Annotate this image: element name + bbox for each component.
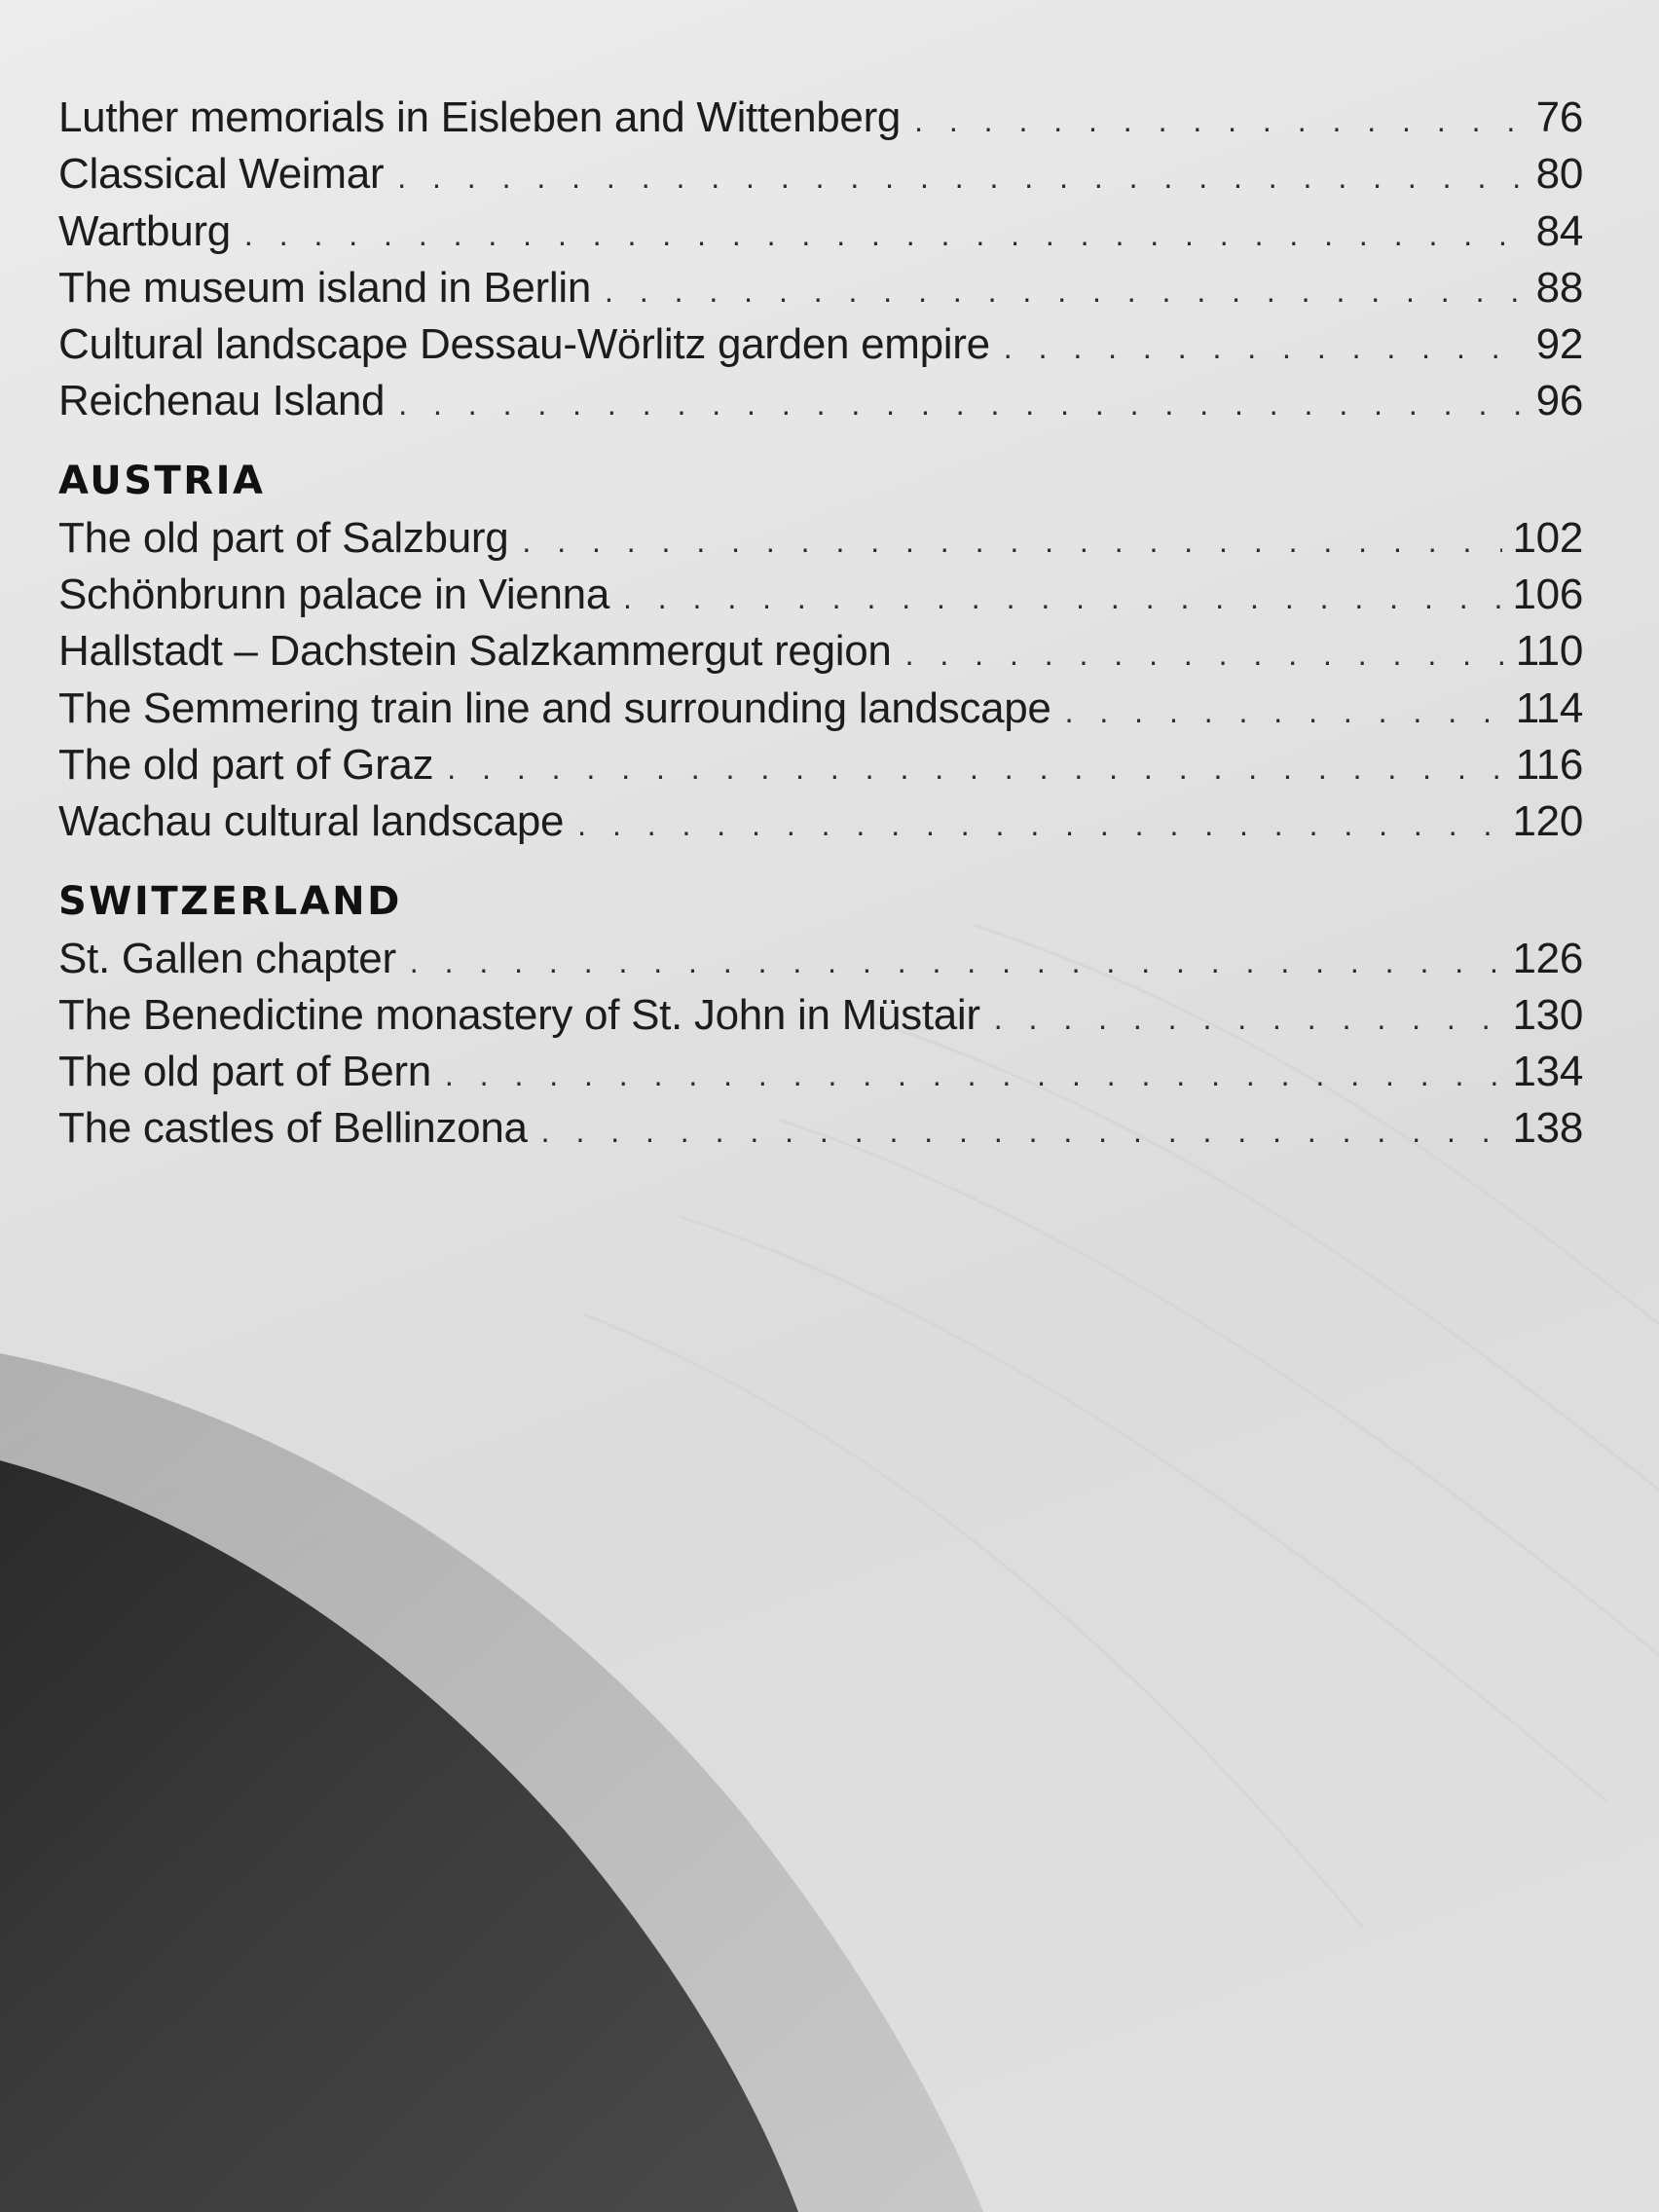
toc-entry-page: 102 <box>1512 513 1583 562</box>
toc-entry-title: The old part of Graz <box>58 740 434 789</box>
table-of-contents <box>58 90 1583 1158</box>
toc-entry[interactable] <box>58 737 1583 793</box>
section-heading: SWITZERLAND <box>58 878 402 924</box>
toc-entry[interactable] <box>58 510 1583 567</box>
toc-entry-title: St. Gallen chapter <box>58 934 396 982</box>
toc-entry-page: 110 <box>1515 627 1583 676</box>
toc-dot-leader <box>623 570 1503 626</box>
toc-entry-page: 120 <box>1512 797 1583 846</box>
toc-dot-leader <box>410 934 1503 990</box>
toc-entry-title: Hallstadt – Dachstein Salzkammergut region <box>58 627 892 676</box>
toc-entry[interactable] <box>58 316 1583 373</box>
toc-entry-page: 130 <box>1512 990 1583 1039</box>
toc-section-austria <box>58 452 1583 851</box>
toc-entry-page: 138 <box>1512 1104 1583 1153</box>
toc-entry-title: The old part of Salzburg <box>58 513 509 562</box>
toc-entry-page: 126 <box>1512 934 1583 982</box>
toc-dot-leader <box>1065 683 1506 740</box>
toc-entry-page: 116 <box>1515 740 1583 789</box>
toc-entry[interactable] <box>58 146 1583 203</box>
toc-entry[interactable] <box>58 1100 1583 1157</box>
toc-entry[interactable] <box>58 931 1583 987</box>
toc-dot-leader <box>1004 319 1527 376</box>
toc-entry-page: 106 <box>1512 571 1583 619</box>
toc-entry-title: Cultural landscape Dessau-Wörlitz garden empire <box>58 320 990 369</box>
toc-entry-title: The old part of Bern <box>58 1048 431 1096</box>
toc-dot-leader <box>445 1047 1503 1103</box>
toc-section-switzerland <box>58 872 1583 1158</box>
toc-entry[interactable] <box>58 1044 1583 1100</box>
toc-entry-title: The museum island in Berlin <box>58 263 592 312</box>
toc-entry-title: Wachau cultural landscape <box>58 797 565 846</box>
toc-section-germany <box>58 90 1583 430</box>
toc-dot-leader <box>914 92 1527 149</box>
toc-entry-page: 114 <box>1515 683 1583 732</box>
toc-entry-page: 92 <box>1535 320 1583 369</box>
toc-entry[interactable] <box>58 373 1583 429</box>
toc-entry[interactable] <box>58 623 1583 680</box>
toc-entry[interactable] <box>58 567 1583 623</box>
section-heading: AUSTRIA <box>58 458 266 503</box>
toc-entry-page: 76 <box>1535 93 1583 141</box>
toc-dot-leader <box>605 263 1527 319</box>
toc-entry-title: The Benedictine monastery of St. John in Müstair <box>58 990 980 1039</box>
toc-entry[interactable] <box>58 793 1583 850</box>
toc-dot-leader <box>398 376 1526 432</box>
toc-dot-leader <box>447 740 1505 796</box>
toc-entry-page: 88 <box>1535 263 1583 312</box>
toc-dot-leader <box>905 626 1506 682</box>
toc-dot-leader <box>522 513 1502 570</box>
toc-entry[interactable] <box>58 203 1583 260</box>
toc-entry[interactable] <box>58 260 1583 316</box>
toc-dot-leader <box>397 149 1526 205</box>
toc-entry-page: 80 <box>1535 150 1583 199</box>
toc-dot-leader <box>244 206 1527 263</box>
toc-entry-title: Luther memorials in Eisleben and Wittenberg <box>58 93 902 141</box>
toc-dot-leader <box>994 990 1503 1047</box>
toc-entry-title: Classical Weimar <box>58 150 385 199</box>
toc-entry[interactable] <box>58 681 1583 737</box>
toc-entry-title: Schönbrunn palace in Vienna <box>58 571 609 619</box>
toc-entry[interactable] <box>58 987 1583 1044</box>
toc-dot-leader <box>541 1103 1503 1160</box>
toc-entry-page: 134 <box>1512 1048 1583 1096</box>
toc-entry-title: The castles of Bellinzona <box>58 1104 528 1153</box>
toc-entry[interactable] <box>58 90 1583 146</box>
toc-dot-leader <box>577 796 1502 853</box>
toc-entry-title: Reichenau Island <box>58 377 386 425</box>
toc-entry-page: 84 <box>1535 206 1583 255</box>
toc-entry-title: Wartburg <box>58 206 231 255</box>
toc-entry-title: The Semmering train line and surrounding landscape <box>58 683 1051 732</box>
toc-entry-page: 96 <box>1535 377 1583 425</box>
